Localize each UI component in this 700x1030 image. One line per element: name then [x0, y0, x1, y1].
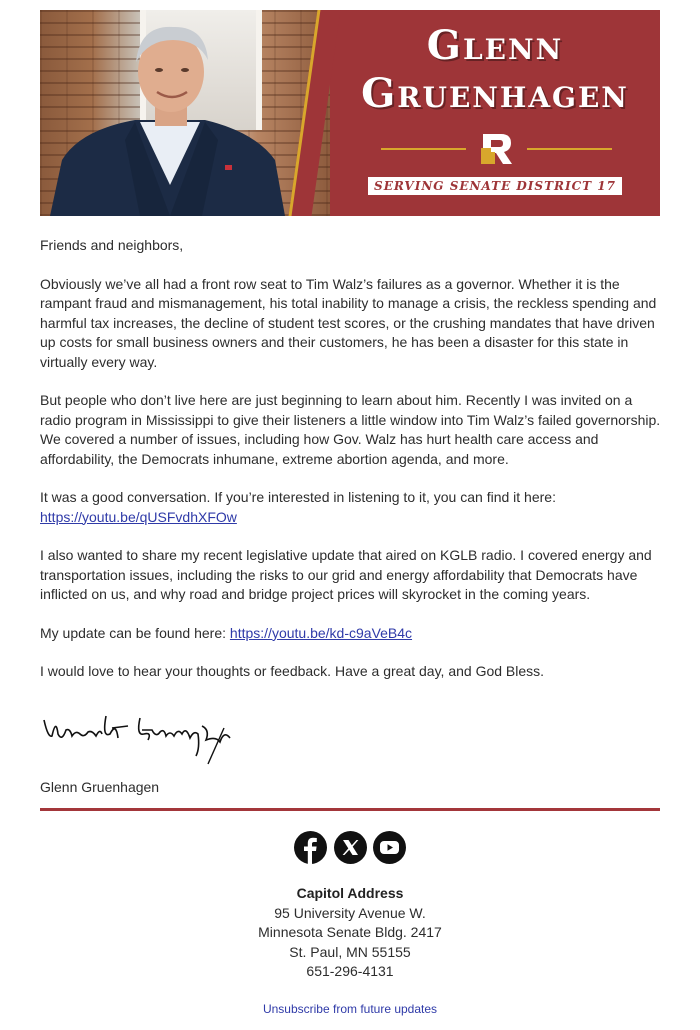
address-line-1: 95 University Avenue W.	[274, 904, 426, 921]
paragraph-3-text: It was a good conversation. If you’re interested in listening to it, you can find it here:	[40, 489, 556, 505]
social-links	[0, 831, 700, 864]
address-title: Capitol Address	[296, 885, 404, 901]
legislative-update-link[interactable]: https://youtu.be/kd-c9aVeB4c	[229, 624, 413, 641]
republican-r-logo-icon	[477, 128, 517, 168]
greeting: Friends and neighbors,	[40, 237, 184, 253]
banner-name-last: Gruenhagen	[361, 70, 629, 117]
signer-name: Glenn Gruenhagen	[40, 779, 160, 795]
letter-body	[40, 236, 662, 682]
header-banner	[40, 10, 660, 216]
unsubscribe-container	[0, 1002, 700, 1016]
banner-rule-left	[381, 148, 466, 150]
banner-name-first: Glenn	[426, 22, 564, 69]
senator-photo	[40, 10, 330, 216]
phone-number: 651-296-4131	[306, 963, 394, 979]
facebook-icon[interactable]	[294, 831, 327, 864]
banner-tagline: SERVING SENATE DISTRICT 17	[368, 177, 622, 195]
paragraph-3	[40, 488, 662, 527]
address-line-2: Minnesota Senate Bldg. 2417	[258, 924, 442, 940]
paragraph-1: Obviously we’ve all had a front row seat to Tim Walz’s failures as a governor. Whether it is the rampant fraud and mismanagement, his total inability to manage a crisis, the reckless spending and harmful tax increases, the decline of student test scores, or the crushing mandates that have driven up costs for small business owners and their customers, he has been a disaster for this state in virtually every way.	[40, 275, 657, 370]
address-line-3: St. Paul, MN 55155	[289, 943, 411, 960]
banner-rule-right	[527, 148, 612, 150]
youtube-icon[interactable]	[373, 831, 406, 864]
capitol-address	[0, 884, 700, 982]
paragraph-2: But people who don’t live here are just beginning to learn about him. Recently I was invited on a radio program in Mississippi to give their listeners a little window into Tim Walz’s failed governorship. We covered a number of issues, including how Gov. Walz has hurt health care access and affordability, the Democrats inhumane, extreme abortion agenda, and more.	[40, 392, 661, 467]
unsubscribe-link[interactable]: Unsubscribe from future updates	[262, 1002, 438, 1016]
paragraph-6: I would love to hear your thoughts or feedback. Have a great day, and God Bless.	[40, 663, 545, 679]
paragraph-5-text: My update can be found here:	[40, 624, 230, 641]
signature-image	[40, 708, 240, 768]
footer-divider	[40, 808, 660, 811]
paragraph-5	[40, 624, 662, 644]
paragraph-4: I also wanted to share my recent legislative update that aired on KGLB radio. I covered energy and transportation issues, including the risks to our grid and energy affordability that Democrats have inflicted on us, and why road and bridge project prices will skyrocket in the coming years.	[40, 547, 652, 602]
x-icon[interactable]	[334, 831, 367, 864]
radio-interview-link[interactable]: https://youtu.be/qUSFvdhXFOw	[40, 508, 237, 525]
